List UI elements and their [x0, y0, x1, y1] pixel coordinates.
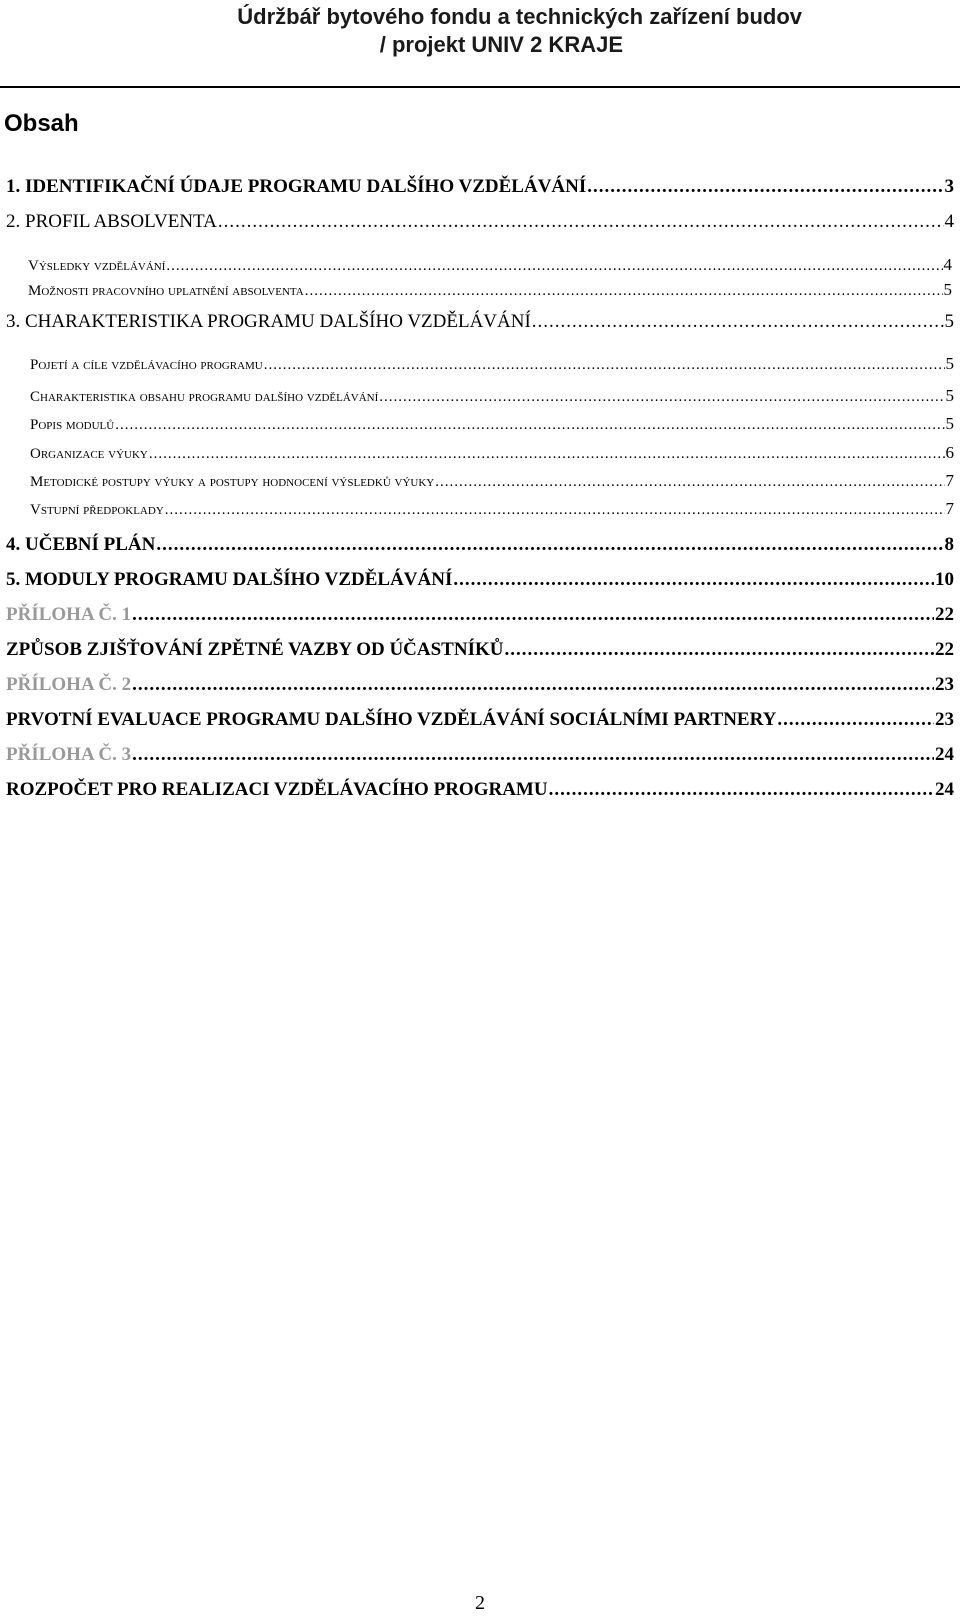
toc-leader-dots [132, 744, 934, 766]
toc-entry-label: ZPŮSOB ZJIŠŤOVÁNÍ ZPĚTNÉ VAZBY OD ÚČASTNÍKŮ [6, 639, 504, 660]
toc-entry-label: PŘÍLOHA Č. 2 [6, 674, 132, 695]
toc-entry-label: Pojetí a cíle vzdělávacího programu [30, 357, 263, 373]
toc-entry-label: Výsledky vzdělávání [28, 258, 166, 274]
toc-leader-dots [166, 258, 942, 275]
toc-entry[interactable] [30, 443, 954, 463]
toc-entry[interactable] [6, 604, 954, 626]
toc-entry[interactable] [6, 779, 954, 801]
toc-leader-dots [149, 446, 945, 463]
toc-entry-label: PŘÍLOHA Č. 3 [6, 744, 132, 765]
toc-entry-label: 1. IDENTIFIKAČNÍ ÚDAJE PROGRAMU DALŠÍHO VZDĚLÁVÁNÍ [6, 176, 587, 197]
toc-leader-dots [777, 709, 934, 731]
toc-entry-page: 5 [943, 280, 952, 299]
toc-leader-dots [379, 389, 944, 406]
toc-leader-dots [453, 569, 934, 591]
toc-entry-label: PRVOTNÍ EVALUACE PROGRAMU DALŠÍHO VZDĚLÁVÁNÍ SOCIÁLNÍMI PARTNERY [6, 709, 777, 730]
toc-entry-page: 4 [943, 255, 952, 274]
toc-leader-dots [115, 417, 944, 434]
toc-entry-page: 3 [944, 176, 954, 197]
toc-entry-label: Popis modulů [30, 417, 115, 433]
toc-entry-page: 10 [935, 569, 954, 590]
toc-leader-dots [165, 502, 945, 519]
toc-entry-page: 7 [945, 499, 954, 518]
toc-entry-page: 22 [935, 604, 954, 625]
toc-entry[interactable] [6, 709, 954, 731]
toc-entry[interactable] [30, 354, 954, 374]
toc-entry[interactable] [6, 176, 954, 198]
toc-entry[interactable] [28, 255, 952, 275]
toc-leader-dots [587, 176, 943, 198]
toc-entry[interactable] [30, 386, 954, 406]
toc-leader-dots [132, 674, 934, 696]
toc-leader-dots [435, 474, 944, 491]
toc-leader-dots [532, 311, 944, 333]
toc-leader-dots [504, 639, 934, 661]
toc-entry-label: 2. PROFIL ABSOLVENTA [6, 211, 217, 232]
toc-entry[interactable] [6, 311, 954, 333]
toc-entry-label: Metodické postupy výuky a postupy hodnocení výsledků výuky [30, 474, 435, 490]
toc-entry-label: Vstupní předpoklady [30, 502, 164, 518]
toc-entry-page: 22 [935, 639, 954, 660]
toc-leader-dots [264, 357, 945, 374]
page-number: 2 [475, 1592, 485, 1614]
toc-entry-page: 5 [945, 354, 954, 373]
toc-entry[interactable] [6, 674, 954, 696]
toc-entry[interactable] [6, 639, 954, 661]
toc-entry[interactable] [30, 414, 954, 434]
toc-entry-page: 23 [935, 674, 954, 695]
toc-entry-label: ROZPOČET PRO REALIZACI VZDĚLÁVACÍHO PROGRAMU [6, 779, 548, 800]
toc-title: Obsah [4, 110, 79, 137]
toc-entry-page: 24 [935, 779, 954, 800]
toc-entry-page: 5 [945, 414, 954, 433]
toc-entry[interactable] [6, 211, 954, 233]
toc-leader-dots [218, 211, 944, 233]
toc-entry[interactable] [6, 744, 954, 766]
toc-entry-label: 4. UČEBNÍ PLÁN [6, 534, 156, 555]
header-subtitle: / projekt UNIV 2 KRAJE [379, 32, 623, 57]
toc-entry-page: 23 [935, 709, 954, 730]
toc-entry-label: 5. MODULY PROGRAMU DALŠÍHO VZDĚLÁVÁNÍ [6, 569, 453, 590]
toc-entry-page: 6 [945, 443, 954, 462]
toc-entry[interactable] [30, 471, 954, 491]
toc-entry-label: 3. CHARAKTERISTIKA PROGRAMU DALŠÍHO VZDĚLÁVÁNÍ [6, 311, 531, 332]
toc-entry-page: 24 [935, 744, 954, 765]
toc-entry-label: Organizace výuky [30, 446, 148, 462]
toc-leader-dots [549, 779, 934, 801]
toc-entry[interactable] [28, 280, 952, 300]
toc-entry-page: 7 [945, 471, 954, 490]
page-header [0, 0, 960, 88]
toc-entry-page: 5 [945, 386, 954, 405]
toc-entry[interactable] [30, 499, 954, 519]
toc-entry-page: 8 [944, 534, 954, 555]
toc-entry-page: 5 [944, 311, 954, 332]
toc-entry-label: Možnosti pracovního uplatnění absolventa [28, 283, 304, 299]
toc-entry-page: 4 [944, 211, 954, 232]
toc-leader-dots [156, 534, 943, 556]
toc-entry-label: Charakteristika obsahu programu dalšího vzdělávání [30, 389, 379, 405]
toc-entry[interactable] [6, 534, 954, 556]
header-title: Údržbář bytového fondu a technických zařízení budov [237, 4, 802, 29]
toc-leader-dots [305, 283, 943, 300]
toc-leader-dots [132, 604, 934, 626]
toc-entry[interactable] [6, 569, 954, 591]
toc-entry-label: PŘÍLOHA Č. 1 [6, 604, 132, 625]
